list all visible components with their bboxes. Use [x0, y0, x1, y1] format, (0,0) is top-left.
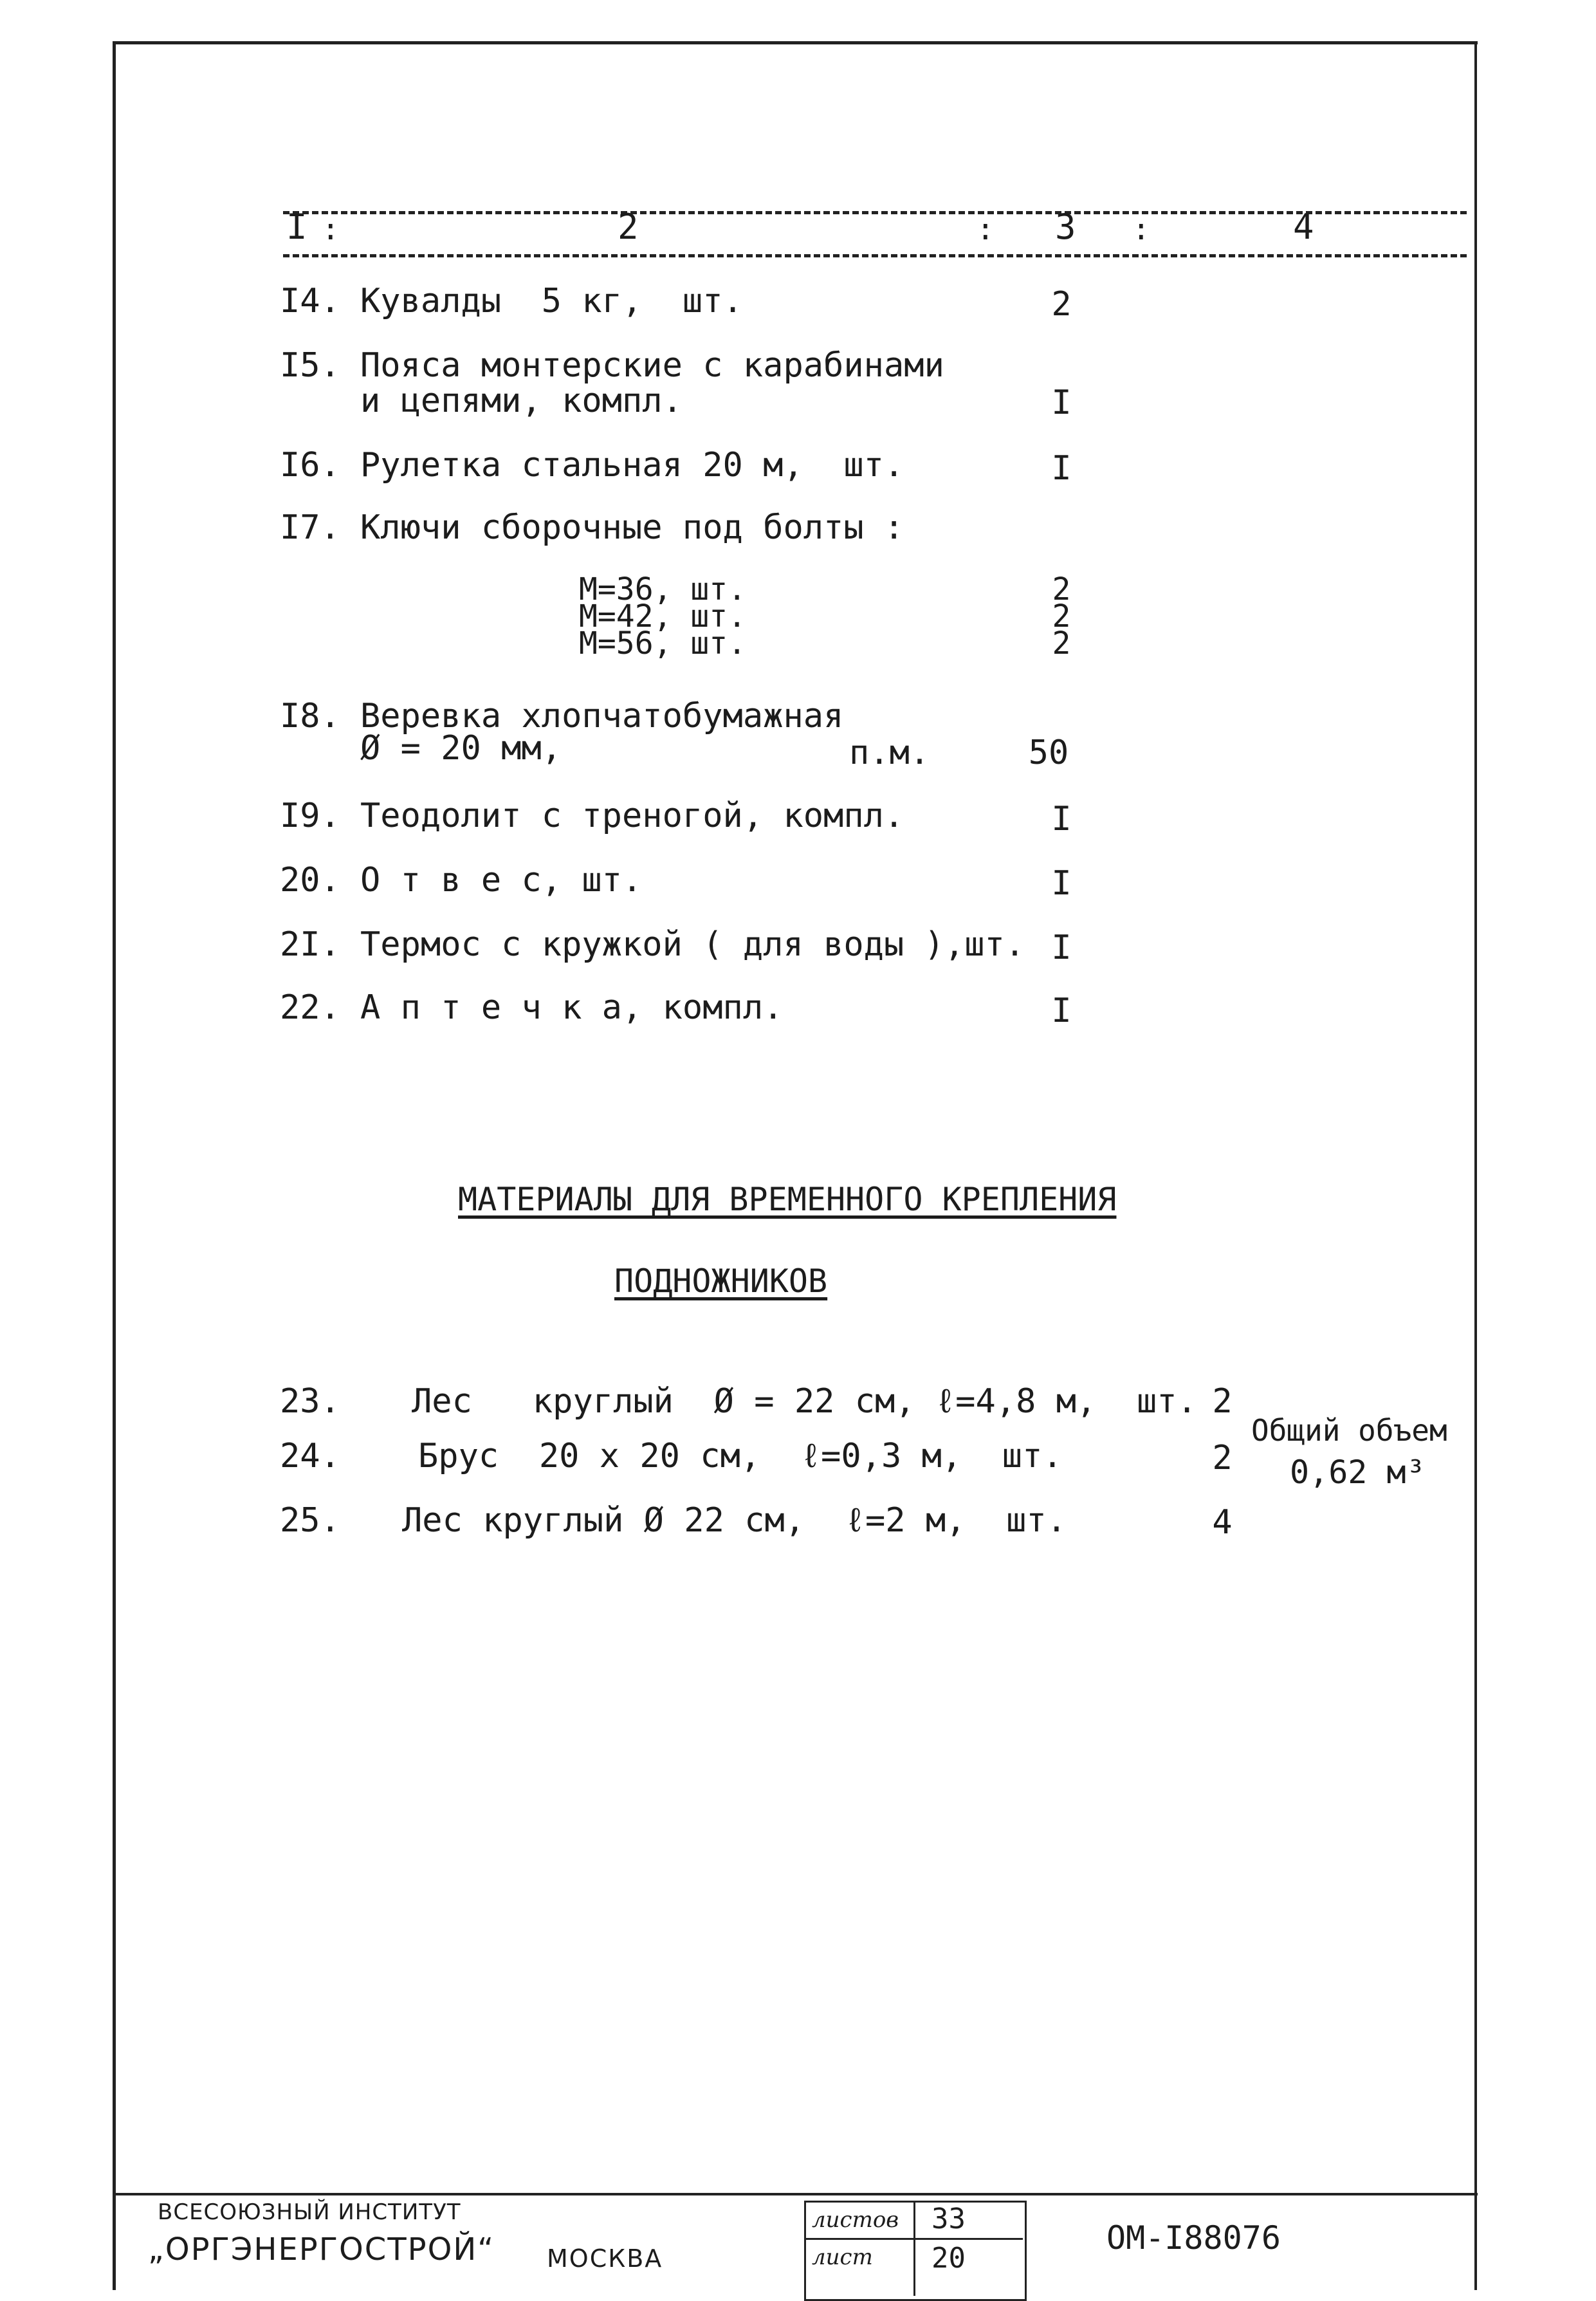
- bolt-size-m42: М=42, шт.: [579, 598, 747, 634]
- item-unit: п.м.: [849, 734, 930, 772]
- item-text: Пояса монтерские с карабинами: [360, 346, 944, 385]
- item-text: Рулетка стальная 20 м, шт.: [360, 446, 904, 485]
- header-separator-3: :: [1132, 212, 1150, 246]
- item-qty: 2: [1051, 285, 1072, 324]
- item-qty: 2: [1052, 571, 1071, 607]
- item-qty: I: [1051, 800, 1072, 838]
- item-text: О т в е с, шт.: [360, 861, 643, 900]
- sheet-number-value: 20: [931, 2242, 966, 2275]
- item-text: А п т е ч к а, компл.: [360, 988, 784, 1027]
- item-qty: 2: [1052, 598, 1071, 634]
- title-block-top-line: [113, 2193, 1478, 2195]
- item-number: 25.: [280, 1501, 340, 1540]
- section-title-line2: ПОДНОЖНИКОВ: [614, 1262, 828, 1300]
- section-title-line1: МАТЕРИАЛЫ ДЛЯ ВРЕМЕННОГО КРЕПЛЕНИЯ: [458, 1181, 1117, 1218]
- item-number: I4.: [280, 282, 340, 320]
- item-qty: 2: [1052, 625, 1071, 661]
- sheet-box-divider-horizontal: [804, 2238, 1023, 2240]
- header-separator-2: :: [977, 212, 995, 246]
- item-text: Веревка хлопчатобумажная: [360, 697, 844, 735]
- item-qty: 50: [1028, 734, 1069, 772]
- item-number: 22.: [280, 988, 340, 1027]
- item-number: I7.: [280, 508, 340, 547]
- bolt-size-m56: М=56, шт.: [579, 625, 747, 661]
- item-number: I5.: [280, 346, 340, 385]
- item-qty: I: [1051, 929, 1072, 967]
- bolt-size-m36: М=36, шт.: [579, 571, 747, 607]
- header-col-3: 3: [1055, 207, 1076, 247]
- item-text: Ключи сборочные под болты :: [360, 508, 904, 547]
- total-volume-label: Общий объем: [1251, 1413, 1447, 1448]
- item-text: и цепями, компл.: [360, 382, 683, 420]
- sheets-total-value: 33: [931, 2203, 966, 2235]
- item-qty: 2: [1212, 1439, 1233, 1477]
- item-number: 20.: [280, 861, 340, 900]
- institute-name: ВСЕСОЮЗНЫЙ ИНСТИТУТ: [158, 2199, 461, 2225]
- sheets-total-label: листов: [812, 2207, 899, 2233]
- frame-top-border: [113, 41, 1478, 44]
- header-col-1: I: [286, 207, 307, 247]
- document-code: ОМ-I88076: [1106, 2219, 1281, 2257]
- item-text: Брус 20 х 20 см, ℓ=0,3 м, шт.: [418, 1437, 1063, 1475]
- item-number: I6.: [280, 446, 340, 485]
- item-text: Лес круглый Ø = 22 см, ℓ=4,8 м, шт.: [412, 1382, 1197, 1421]
- header-line-top: [283, 211, 1467, 214]
- item-text: Кувалды 5 кг, шт.: [360, 282, 743, 320]
- organization-name: „ОРГЭНЕРГОСТРОЙ“: [148, 2232, 495, 2268]
- item-qty: I: [1051, 383, 1072, 422]
- item-number: 2I.: [280, 925, 340, 964]
- item-qty: I: [1051, 992, 1072, 1030]
- item-text: Лес круглый Ø 22 см, ℓ=2 м, шт.: [402, 1501, 1067, 1540]
- sheet-number-label: лист: [812, 2244, 873, 2270]
- total-volume-value: 0,62 м³: [1290, 1454, 1426, 1491]
- item-text: Теодолит с треногой, компл.: [360, 797, 904, 835]
- header-col-2: 2: [618, 207, 639, 247]
- sheet-box-divider-vertical: [913, 2201, 915, 2296]
- city-name: МОСКВА: [547, 2244, 663, 2273]
- header-line-bottom: [283, 254, 1467, 257]
- header-col-4: 4: [1293, 207, 1314, 247]
- frame-left-border: [113, 41, 116, 2290]
- item-qty: I: [1051, 449, 1072, 488]
- item-qty: 2: [1212, 1382, 1233, 1421]
- item-number: 23.: [280, 1382, 340, 1421]
- item-number: I8.: [280, 697, 340, 735]
- item-text: Ø = 20 мм,: [360, 729, 562, 768]
- header-separator-1: :: [322, 212, 340, 246]
- item-number: I9.: [280, 797, 340, 835]
- item-text: Термос с кружкой ( для воды ),шт.: [360, 925, 1025, 964]
- item-qty: 4: [1212, 1503, 1233, 1542]
- item-qty: I: [1051, 864, 1072, 903]
- item-number: 24.: [280, 1437, 340, 1475]
- frame-right-border: [1474, 41, 1477, 2290]
